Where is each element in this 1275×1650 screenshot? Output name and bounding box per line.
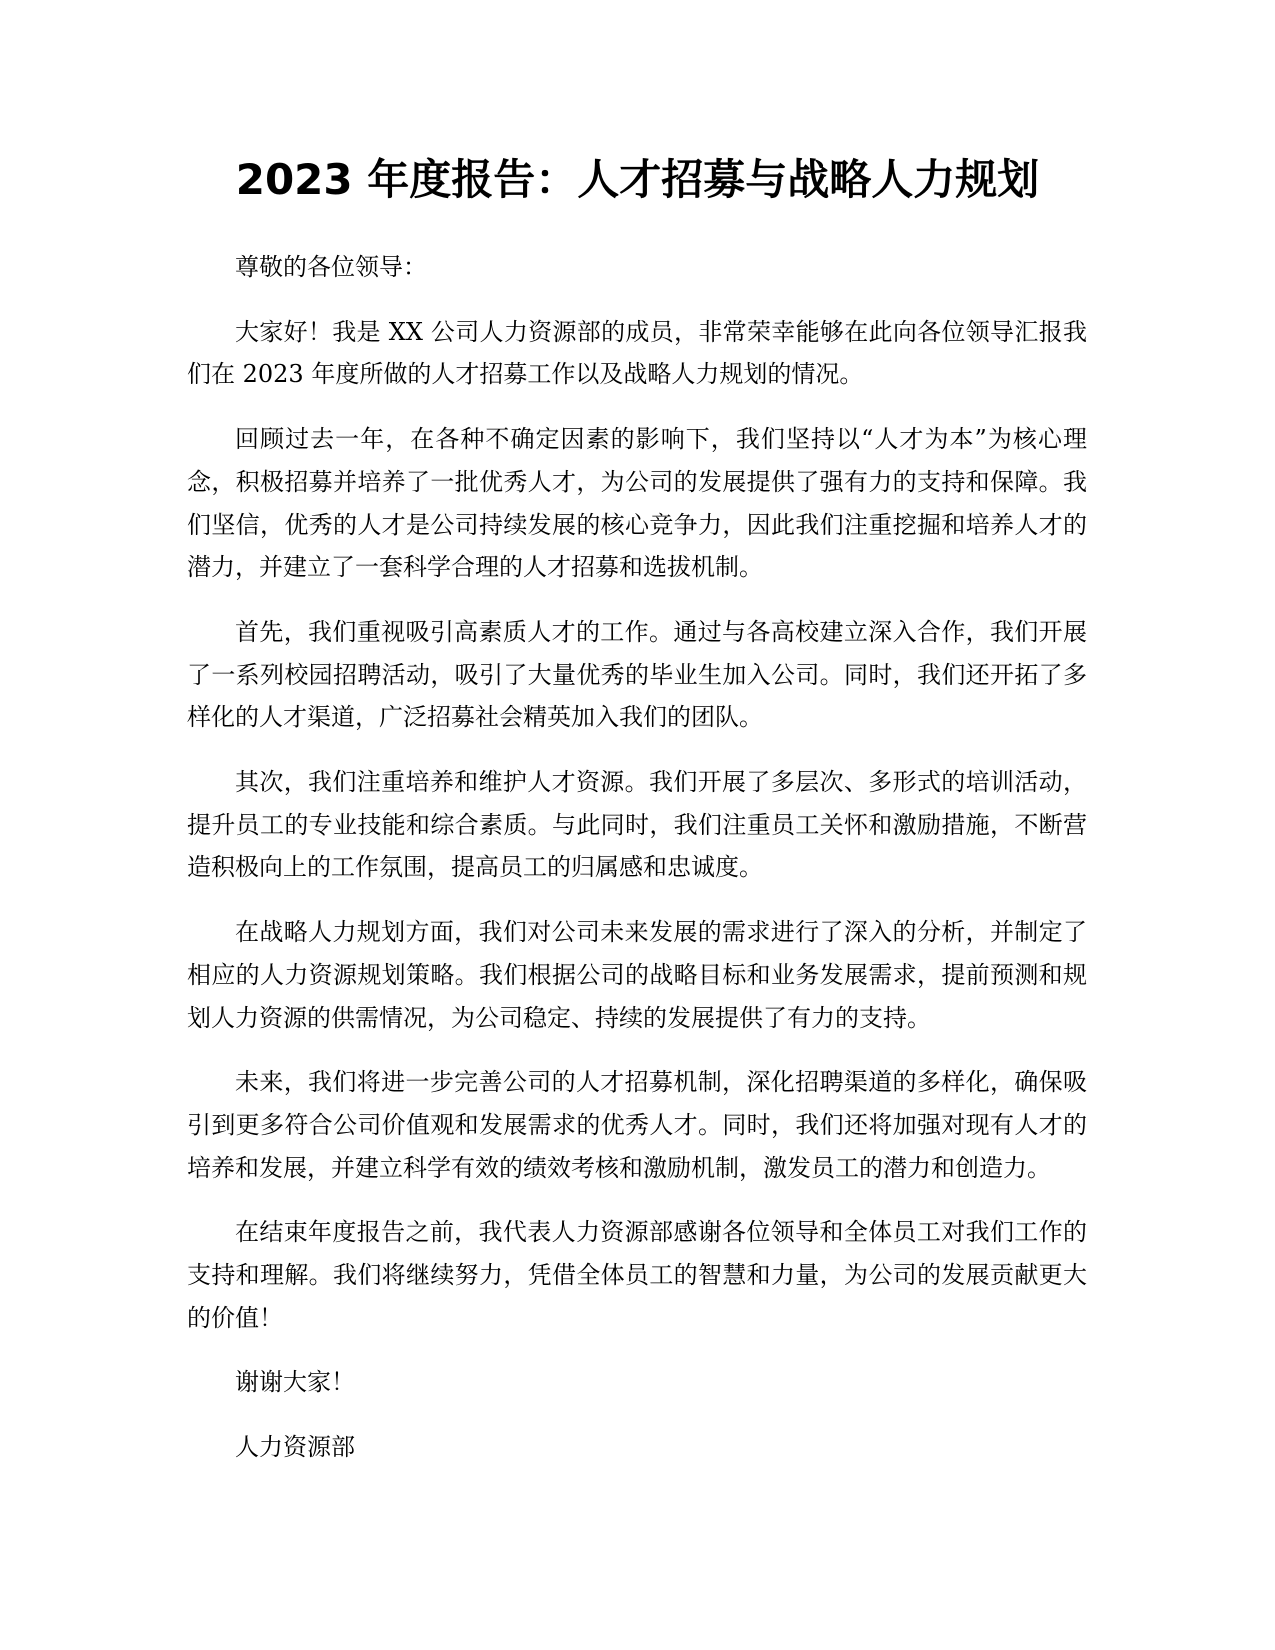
paragraph-talent-development: 其次，我们注重培养和维护人才资源。我们开展了多层次、多形式的培训活动，提升员工的专业技能和综合素质。与此同时，我们注重员工关怀和激励措施，不断营造积极向上的工作氛围，提高员工的归属感和忠诚度。 xyxy=(187,768,1087,882)
paragraph-future: 未来，我们将进一步完善公司的人才招募机制，深化招聘渠道的多样化，确保吸引到更多符合公司价值观和发展需求的优秀人才。同时，我们还将加强对现有人才的培养和发展，并建立科学有效的绩效考核和激励机制，激发员工的潜力和创造力。 xyxy=(187,1068,1087,1182)
paragraph-intro: 大家好！我是 XX 公司人力资源部的成员，非常荣幸能够在此向各位领导汇报我们在 2023 年度所做的人才招募工作以及战略人力规划的情况。 xyxy=(187,317,1087,389)
paragraph-strategic-planning: 在战略人力规划方面，我们对公司未来发展的需求进行了深入的分析，并制定了相应的人力资源规划策略。我们根据公司的战略目标和业务发展需求，提前预测和规划人力资源的供需情况，为公司稳定、持续的发展提供了有力的支持。 xyxy=(187,918,1087,1032)
document-title: 2023 年度报告：人才招募与战略人力规划 xyxy=(235,155,1040,204)
signature: 人力资源部 xyxy=(235,1433,355,1462)
document-body xyxy=(187,246,1087,1491)
closing: 谢谢大家！ xyxy=(235,1368,355,1397)
paragraph-thanks: 在结束年度报告之前，我代表人力资源部感谢各位领导和全体员工对我们工作的支持和理解。我们将继续努力，凭借全体员工的智慧和力量，为公司的发展贡献更大的价值！ xyxy=(187,1218,1087,1332)
salutation: 尊敬的各位领导： xyxy=(235,253,427,281)
paragraph-recruitment: 首先，我们重视吸引高素质人才的工作。通过与各高校建立深入合作，我们开展了一系列校园招聘活动，吸引了大量优秀的毕业生加入公司。同时，我们还开拓了多样化的人才渠道，广泛招募社会精英加入我们的团队。 xyxy=(187,617,1087,732)
paragraph-review: 回顾过去一年，在各种不确定因素的影响下，我们坚持以“人才为本”为核心理念，积极招募并培养了一批优秀人才，为公司的发展提供了强有力的支持和保障。我们坚信，优秀的人才是公司持续发展的核心竞争力，因此我们注重挖掘和培养人才的潜力，并建立了一套科学合理的人才招募和选拔机制。 xyxy=(187,425,1087,582)
